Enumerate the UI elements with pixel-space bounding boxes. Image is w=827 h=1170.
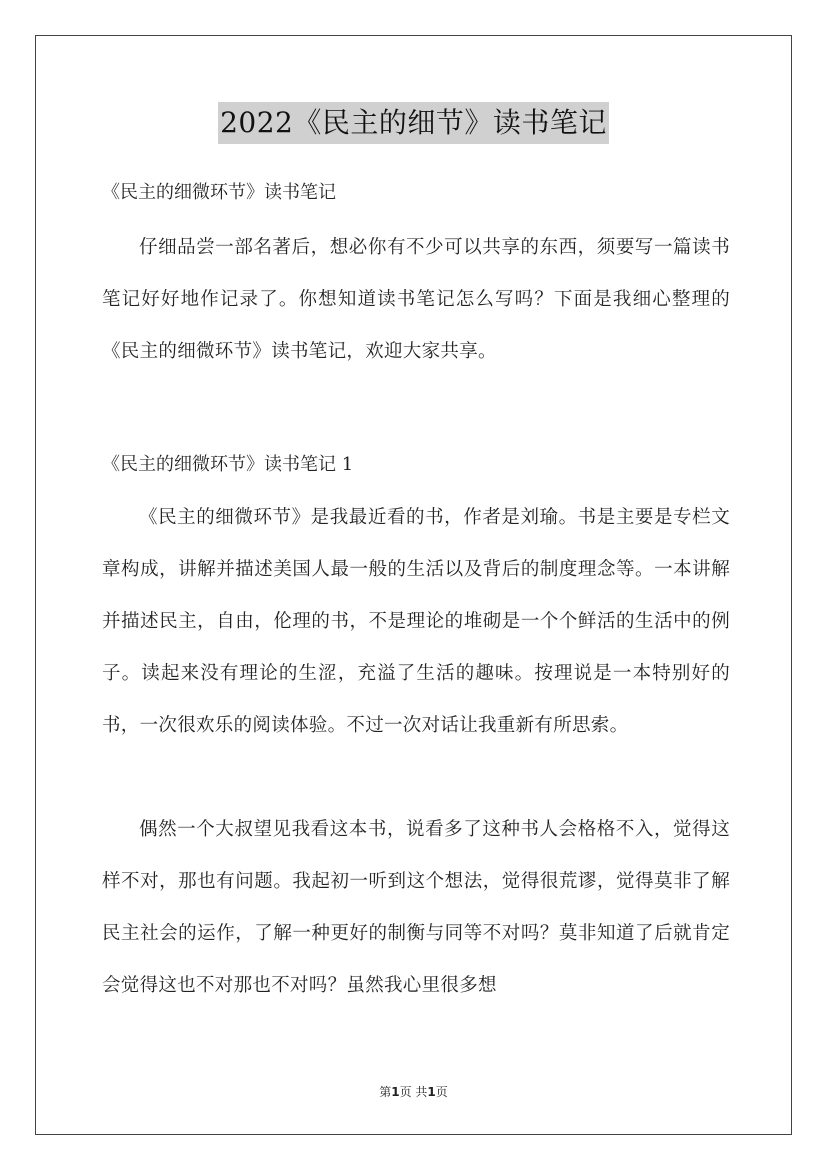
footer-prefix: 第 [379,1085,392,1099]
footer-total-pages: 1 [427,1085,436,1099]
footer-suffix: 页 [435,1085,448,1099]
body-paragraph-2: 偶然一个大叔望见我看这本书，说看多了这种书人会格格不入，觉得这样不对，那也有问题。我起初一听到这个想法，觉得很荒谬，觉得莫非了解民主社会的运作，了解一种更好的制衡与同等不对吗？莫非知道了后就肯定会觉得这也不对那也不对吗？虽然我心里很多想 [102,819,730,996]
page-footer [0,1083,827,1100]
footer-mid: 页 共 [399,1085,428,1099]
section-heading-1: 《民主的细微环节》读书笔记 1 [102,454,354,475]
intro-paragraph: 仔细品尝一部名著后，想必你有不少可以共享的东西，须要写一篇读书笔记好好地作记录了。你想知道读书笔记怎么写吗？下面是我细心整理的《民主的细微环节》读书笔记，欢迎大家共享。 [102,237,730,362]
body-paragraph-1: 《民主的细微环节》是我最近看的书，作者是刘瑜。书是主要是专栏文章构成，讲解并描述美国人最一般的生活以及背后的制度理念等。一本讲解并描述民主，自由，伦理的书，不是理论的堆砌是一个个鲜活的生活中的例子。读起来没有理论的生涩，充溢了生活的趣味。按理说是一本特别好的书，一次很欢乐的阅读体验。不过一次对话让我重新有所思索。 [102,507,730,736]
section-heading-intro: 《民主的细微环节》读书笔记 [102,182,336,203]
title-container [0,102,827,144]
footer-page-number: 1 [391,1085,400,1099]
document-title: 2022《民主的细节》读书笔记 [218,102,609,144]
